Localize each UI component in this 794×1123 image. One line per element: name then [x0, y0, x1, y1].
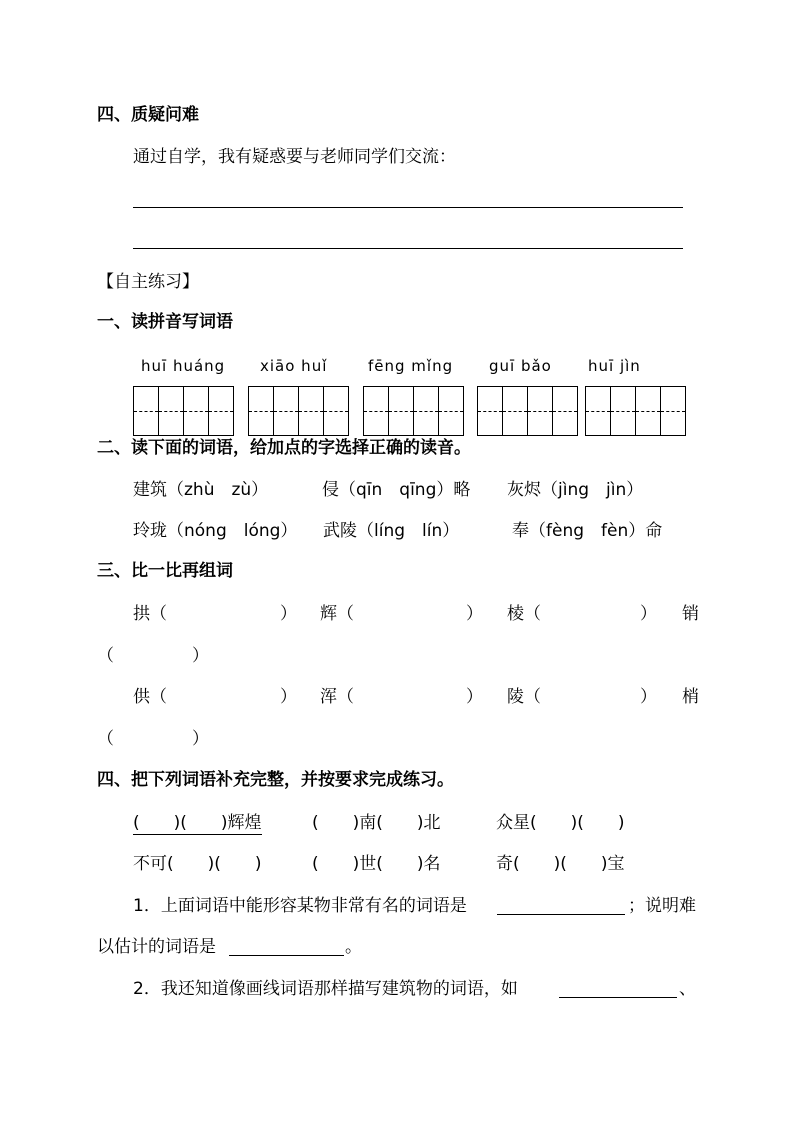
q4-item1-text: 1．上面词语中能形容某物非常有名的词语是 — [133, 896, 467, 916]
grid-cell[interactable] — [324, 387, 348, 435]
q2-item: 奉（fèng fèn）命 — [512, 521, 663, 541]
pinyin-1: huī huáng — [141, 357, 226, 375]
q3-paren[interactable]: （ — [97, 729, 114, 749]
q4-heading: 四、把下列词语补充完整，并按要求完成练习。 — [97, 770, 454, 790]
grid-cell[interactable] — [134, 387, 159, 435]
q3-paren[interactable]: （ — [97, 646, 114, 666]
grid-cell[interactable] — [586, 387, 611, 435]
q4-word[interactable]: 奇( )( )宝 — [496, 854, 625, 874]
questions-prompt: 通过自学，我有疑惑要与老师同学们交流： — [133, 147, 456, 167]
grid-cell[interactable] — [299, 387, 324, 435]
q4-underlined-word[interactable]: ( )( )辉煌 — [133, 813, 262, 833]
q2-item: 侵（qīn qīng）略 — [322, 480, 471, 500]
q4-item1-period: 。 — [345, 937, 362, 957]
q1-heading: 一、读拼音写词语 — [97, 312, 233, 332]
q4-word[interactable]: 不可( )( ) — [133, 854, 262, 874]
grid-cell[interactable] — [528, 387, 553, 435]
q2-item: 灰烬（jìng jìn） — [507, 480, 644, 500]
practice-title: 【自主练习】 — [97, 272, 199, 292]
q2-item: 武陵（líng lín） — [323, 521, 460, 541]
answer-line-1[interactable] — [133, 207, 683, 208]
q4-word[interactable]: 众星( )( ) — [496, 813, 625, 833]
q3-paren[interactable]: ） — [640, 604, 657, 624]
q3-char: 辉（ — [320, 604, 354, 624]
q3-paren[interactable]: ） — [640, 687, 657, 707]
writing-grid-3[interactable] — [363, 386, 464, 436]
q3-char: 陵（ — [507, 687, 541, 707]
grid-cell[interactable] — [184, 387, 209, 435]
q3-char: 梢 — [682, 687, 699, 707]
q2-item: 建筑（zhù zù） — [133, 480, 269, 500]
grid-cell[interactable] — [661, 387, 685, 435]
q4-word[interactable]: ( )世( )名 — [312, 854, 441, 874]
q2-item: 玲珑（nóng lóng） — [133, 521, 298, 541]
q3-char: 棱（ — [507, 604, 541, 624]
answer-line-2[interactable] — [133, 248, 683, 249]
pinyin-2: xiāo huǐ — [260, 357, 328, 375]
q4-item2-text: 2．我还知道像画线词语那样描写建筑物的词语，如 — [133, 979, 518, 999]
grid-cell[interactable] — [159, 387, 184, 435]
pinyin-5: huī jìn — [588, 357, 641, 375]
writing-grid-5[interactable] — [585, 386, 686, 436]
q3-paren[interactable]: ） — [466, 687, 483, 707]
grid-cell[interactable] — [364, 387, 389, 435]
grid-cell[interactable] — [414, 387, 439, 435]
q4-item2-blank[interactable] — [559, 997, 677, 998]
q4-item1-cont: 以估计的词语是 — [97, 937, 216, 957]
q3-heading: 三、比一比再组词 — [97, 561, 233, 581]
grid-cell[interactable] — [611, 387, 636, 435]
grid-cell[interactable] — [636, 387, 661, 435]
pinyin-3: fēng mǐng — [368, 357, 454, 375]
q4-word[interactable]: ( )南( )北 — [312, 813, 441, 833]
q3-paren[interactable]: ） — [466, 604, 483, 624]
grid-cell[interactable] — [439, 387, 463, 435]
q3-char: 浑（ — [320, 687, 354, 707]
q4-item1-blank[interactable] — [497, 914, 625, 915]
q4-item1-blank-2[interactable] — [229, 955, 344, 956]
grid-cell[interactable] — [249, 387, 274, 435]
writing-grid-4[interactable] — [477, 386, 578, 436]
grid-cell[interactable] — [503, 387, 528, 435]
q3-paren[interactable]: ） — [192, 729, 209, 749]
q3-char: 销 — [682, 604, 699, 624]
grid-cell[interactable] — [209, 387, 233, 435]
q3-paren[interactable]: ） — [192, 646, 209, 666]
q3-char: 供（ — [133, 687, 167, 707]
grid-cell[interactable] — [389, 387, 414, 435]
q3-paren[interactable]: ） — [280, 604, 297, 624]
grid-cell[interactable] — [274, 387, 299, 435]
q3-paren[interactable]: ） — [280, 687, 297, 707]
q2-heading: 二、读下面的词语，给加点的字选择正确的读音。 — [97, 438, 471, 458]
writing-grid-1[interactable] — [133, 386, 234, 436]
writing-grid-2[interactable] — [248, 386, 349, 436]
grid-cell[interactable] — [478, 387, 503, 435]
pinyin-4: guī bǎo — [489, 357, 552, 375]
q3-char: 拱（ — [133, 604, 167, 624]
q4-item1-text-end: ；说明难 — [628, 896, 696, 916]
section-heading-questions: 四、质疑问难 — [97, 105, 199, 125]
q4-item2-comma: 、 — [679, 979, 696, 999]
grid-cell[interactable] — [553, 387, 577, 435]
